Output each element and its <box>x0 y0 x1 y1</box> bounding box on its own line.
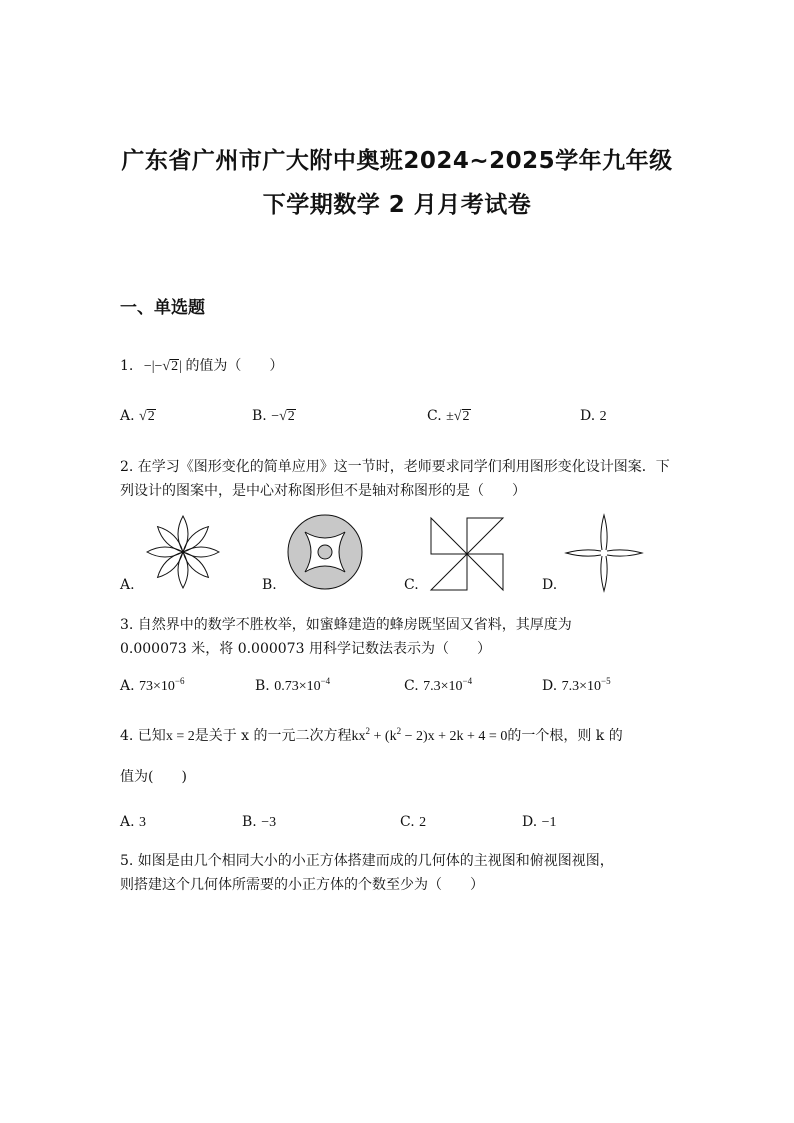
q3-option-c[interactable]: C. $7.3\times 10^{-4}$ <box>404 676 473 694</box>
q2-option-d[interactable]: D. <box>542 577 558 593</box>
q5-stem-line2: 则搭建这个几何体所需要的小正方体的个数至少为（ ） <box>120 877 484 893</box>
q5-stem-line1: 5. 如图是由几个相同大小的小正方体搭建而成的几何体的主视图和俯视图视图， <box>120 853 614 869</box>
q3-option-b[interactable]: B. $0.73\times 10^{-4}$ <box>255 676 331 694</box>
q3-stem-line1: 3. 自然界中的数学不胜枚举，如蜜蜂建造的蜂房既坚固又省料，其厚度为 <box>120 617 572 633</box>
q2-option-c[interactable]: C. <box>404 577 419 593</box>
q1-number: 1. <box>120 358 134 374</box>
q4-stem-line2: 值为( ) <box>120 769 187 785</box>
q1-option-c[interactable]: C. ±√2 <box>427 408 470 424</box>
q1-text: 的值为（ ） <box>185 358 284 374</box>
section-heading: 一、单选题 <box>120 298 205 318</box>
q2-stem-line1: 2. 在学习《图形变化的简单应用》这一节时，老师要求同学们利用图形变化设计图案．下 <box>120 459 670 475</box>
q4-equation: $kx^2 + (k^2 - 2)x + 2k + 4 = 0$ <box>351 726 508 744</box>
q3-option-d[interactable]: D. $7.3\times 10^{-5}$ <box>542 676 611 694</box>
q4-option-d[interactable]: D. −1 <box>522 814 557 830</box>
q2-stem-line2: 列设计的图案中，是中心对称图形但不是轴对称图形的是（ ） <box>120 483 526 499</box>
q2-figure-flower <box>143 512 223 592</box>
q4-option-c[interactable]: C. 2 <box>400 814 427 830</box>
q1-option-b[interactable]: B. −√2 <box>252 408 295 424</box>
q4-option-a[interactable]: A. 3 <box>120 814 147 830</box>
doc-title-line1: 广东省广州市广大附中奥班2024~2025学年九年级 <box>121 148 673 174</box>
q2-figure-coin <box>285 512 365 592</box>
q1-option-a[interactable]: A. √2 <box>120 408 155 424</box>
q2-option-b[interactable]: B. <box>262 577 277 593</box>
q1-stem <box>120 355 283 375</box>
q2-figure-pinwheel <box>427 514 507 594</box>
q2-figure-cross-petals <box>564 513 644 593</box>
q4-option-b[interactable]: B. −3 <box>242 814 277 830</box>
q3-option-a[interactable]: A. $73\times 10^{-6}$ <box>120 676 185 694</box>
q4-condition: x = 2 <box>165 729 195 744</box>
doc-title-line2: 下学期数学 2 月月考试卷 <box>262 192 532 218</box>
q4-stem-line1: 4. 已知x = 2是关于 x 的一元二次方程$kx^2 + (k^2 - 2)x + 2k + 4 = 0$的一个根，则 k 的 <box>120 726 623 744</box>
q3-stem-line2: 0.000073 米，将 0.000073 用科学记数法表示为（ ） <box>120 641 491 657</box>
q1-expression: −|−√2| <box>143 359 186 374</box>
q2-option-a[interactable]: A. <box>120 577 135 593</box>
q1-option-d[interactable]: D. 2 <box>580 408 607 424</box>
